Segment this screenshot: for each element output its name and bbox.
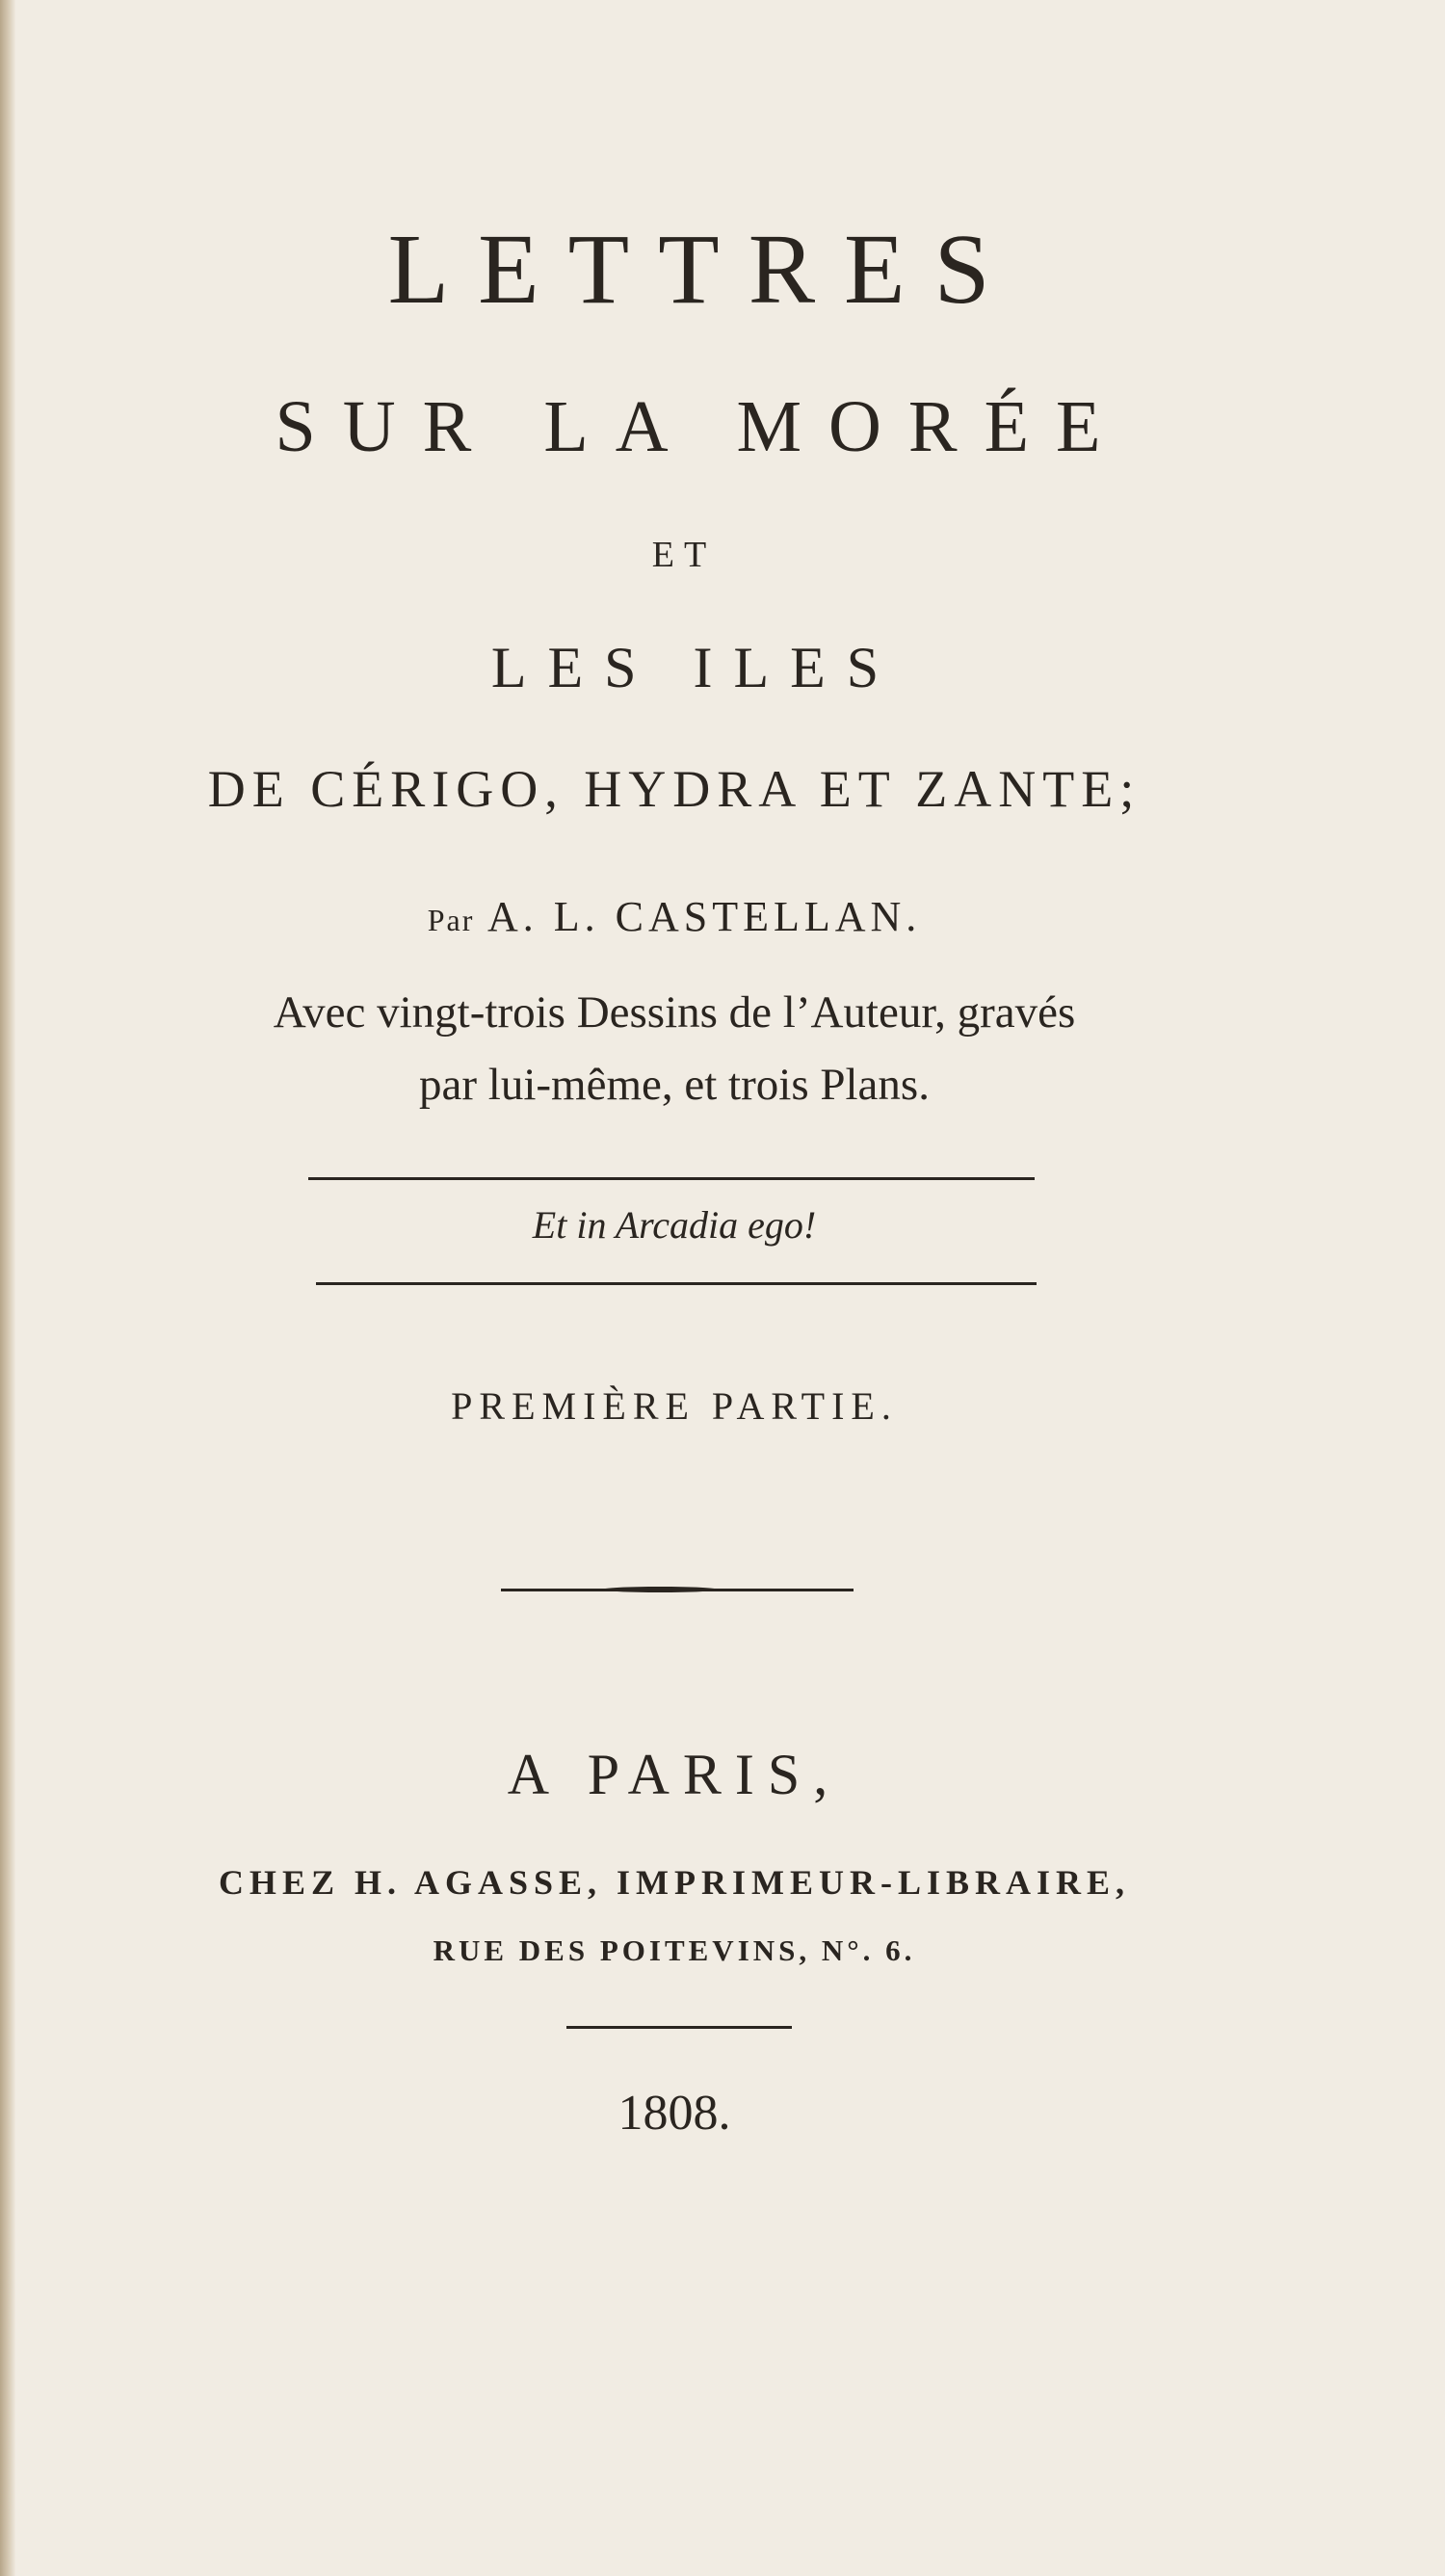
rule-short [566,2026,792,2029]
title-line-2: SUR LA MORÉE [275,386,1128,467]
title-line-3: LES ILES [490,636,901,699]
title-line-4: DE CÉRIGO, HYDRA ET ZANTE; [207,760,1142,818]
rule-top [308,1177,1035,1180]
part-heading: PREMIÈRE PARTIE. [451,1384,898,1428]
rule-bottom [316,1282,1037,1285]
publisher-line-1: CHEZ H. AGASSE, IMPRIMEUR-LIBRAIRE, [218,1863,1131,1902]
epigraph: Et in Arcadia ego! [532,1203,817,1247]
author-prefix: Par [427,903,475,937]
title-conjunction: ET [651,535,717,575]
publication-year: 1808. [617,2086,731,2141]
author-line [0,893,1349,940]
book-spine-edge [0,0,15,2576]
author-name: A. L. CASTELLAN. [486,893,922,940]
title-line-1: LETTRES [387,214,1019,325]
description-line-1: Avec vingt-trois Dessins de l’Auteur, gravés [273,987,1076,1038]
description-line-2: par lui-même, et trois Plans. [419,1060,930,1110]
imprint-place: A PARIS, [507,1743,842,1806]
ornamental-rule-swell [602,1587,718,1592]
publisher-line-2: RUE DES POITEVINS, N°. 6. [433,1933,916,1967]
